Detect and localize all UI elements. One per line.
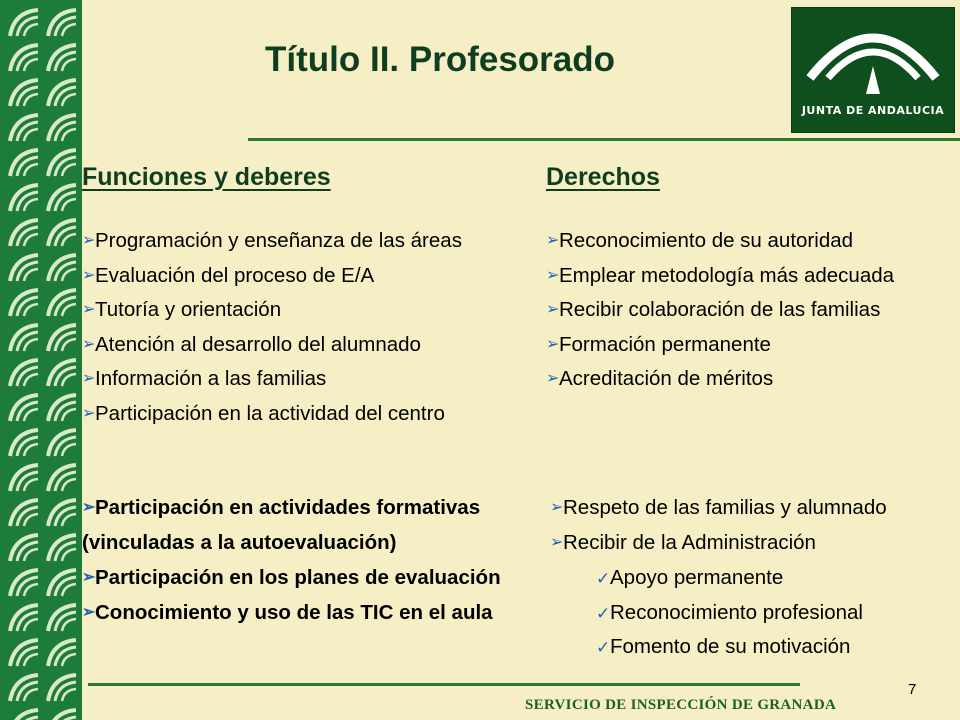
right-list-item — [546, 367, 773, 393]
right-list-item — [546, 298, 880, 324]
sidebar-pattern-icon — [0, 0, 82, 720]
item-text: (vinculadas a la autoevaluación) — [82, 531, 397, 554]
right-sub-item — [596, 635, 850, 660]
check-icon: ✓ — [596, 638, 611, 657]
right-list-item — [550, 531, 816, 557]
arrow-bullet-icon: ➢ — [82, 499, 96, 516]
item-text: Participación en la actividad del centro — [95, 402, 445, 425]
footer-divider — [88, 683, 800, 686]
left-list-item — [82, 367, 326, 393]
item-text: Tutoría y orientación — [95, 298, 282, 321]
logo-arches-icon — [792, 8, 954, 104]
title-divider — [248, 138, 960, 141]
logo-label: JUNTA DE ANDALUCIA — [801, 104, 945, 117]
arrow-bullet-icon: ➢ — [82, 232, 96, 249]
arrow-bullet-icon: ➢ — [546, 301, 560, 318]
left-bold-item — [82, 531, 396, 555]
decorative-sidebar — [0, 0, 82, 720]
junta-andalucia-logo — [791, 7, 955, 133]
left-list-item — [82, 402, 445, 428]
left-list-item — [82, 264, 374, 290]
item-text: Evaluación del proceso de E/A — [95, 264, 375, 287]
arrow-bullet-icon: ➢ — [82, 569, 96, 586]
item-text: Apoyo permanente — [610, 566, 784, 589]
page-number: 7 — [908, 681, 917, 698]
right-sub-item — [596, 601, 863, 626]
right-list-item — [546, 333, 771, 359]
item-text: Reconocimiento profesional — [610, 601, 863, 624]
arrow-bullet-icon: ➢ — [82, 405, 96, 422]
arrow-bullet-icon: ➢ — [82, 301, 96, 318]
item-text: Reconocimiento de su autoridad — [559, 229, 854, 252]
left-bold-item — [82, 496, 480, 522]
left-list-item — [82, 229, 462, 255]
arrow-bullet-icon: ➢ — [550, 499, 564, 516]
right-list-item — [546, 264, 894, 290]
item-text: Recibir de la Administración — [563, 531, 816, 554]
arrow-bullet-icon: ➢ — [82, 267, 96, 284]
item-text: Acreditación de méritos — [559, 367, 774, 390]
left-bold-item — [82, 601, 493, 627]
item-text: Participación en los planes de evaluación — [95, 566, 501, 589]
item-text: Información a las familias — [95, 367, 327, 390]
item-text: Participación en actividades formativas — [95, 496, 481, 519]
right-list-item — [546, 229, 853, 255]
item-text: Fomento de su motivación — [610, 635, 851, 658]
left-heading: Funciones y deberes — [82, 163, 331, 191]
item-text: Formación permanente — [559, 333, 771, 356]
item-text: Emplear metodología más adecuada — [559, 264, 895, 287]
right-heading: Derechos — [546, 163, 660, 191]
arrow-bullet-icon: ➢ — [546, 336, 560, 353]
right-list-item — [550, 496, 887, 522]
arrow-bullet-icon: ➢ — [82, 604, 96, 621]
arrow-bullet-icon: ➢ — [546, 370, 560, 387]
arrow-bullet-icon: ➢ — [546, 232, 560, 249]
arrow-bullet-icon: ➢ — [82, 336, 96, 353]
item-text: Atención al desarrollo del alumnado — [95, 333, 421, 356]
left-list-item — [82, 333, 421, 359]
check-icon: ✓ — [596, 569, 611, 588]
item-text: Respeto de las familias y alumnado — [563, 496, 887, 519]
item-text: Recibir colaboración de las familias — [559, 298, 881, 321]
arrow-bullet-icon: ➢ — [82, 370, 96, 387]
arrow-bullet-icon: ➢ — [550, 534, 564, 551]
arrow-bullet-icon: ➢ — [546, 267, 560, 284]
item-text: Conocimiento y uso de las TIC en el aula — [95, 601, 493, 624]
check-icon: ✓ — [596, 604, 611, 623]
right-sub-item — [596, 566, 783, 591]
footer-text: SERVICIO DE INSPECCIÓN DE GRANADA — [525, 697, 837, 713]
page-title: Título II. Profesorado — [265, 40, 616, 79]
left-list-item — [82, 298, 281, 324]
left-bold-item — [82, 566, 501, 592]
item-text: Programación y enseñanza de las áreas — [95, 229, 462, 252]
